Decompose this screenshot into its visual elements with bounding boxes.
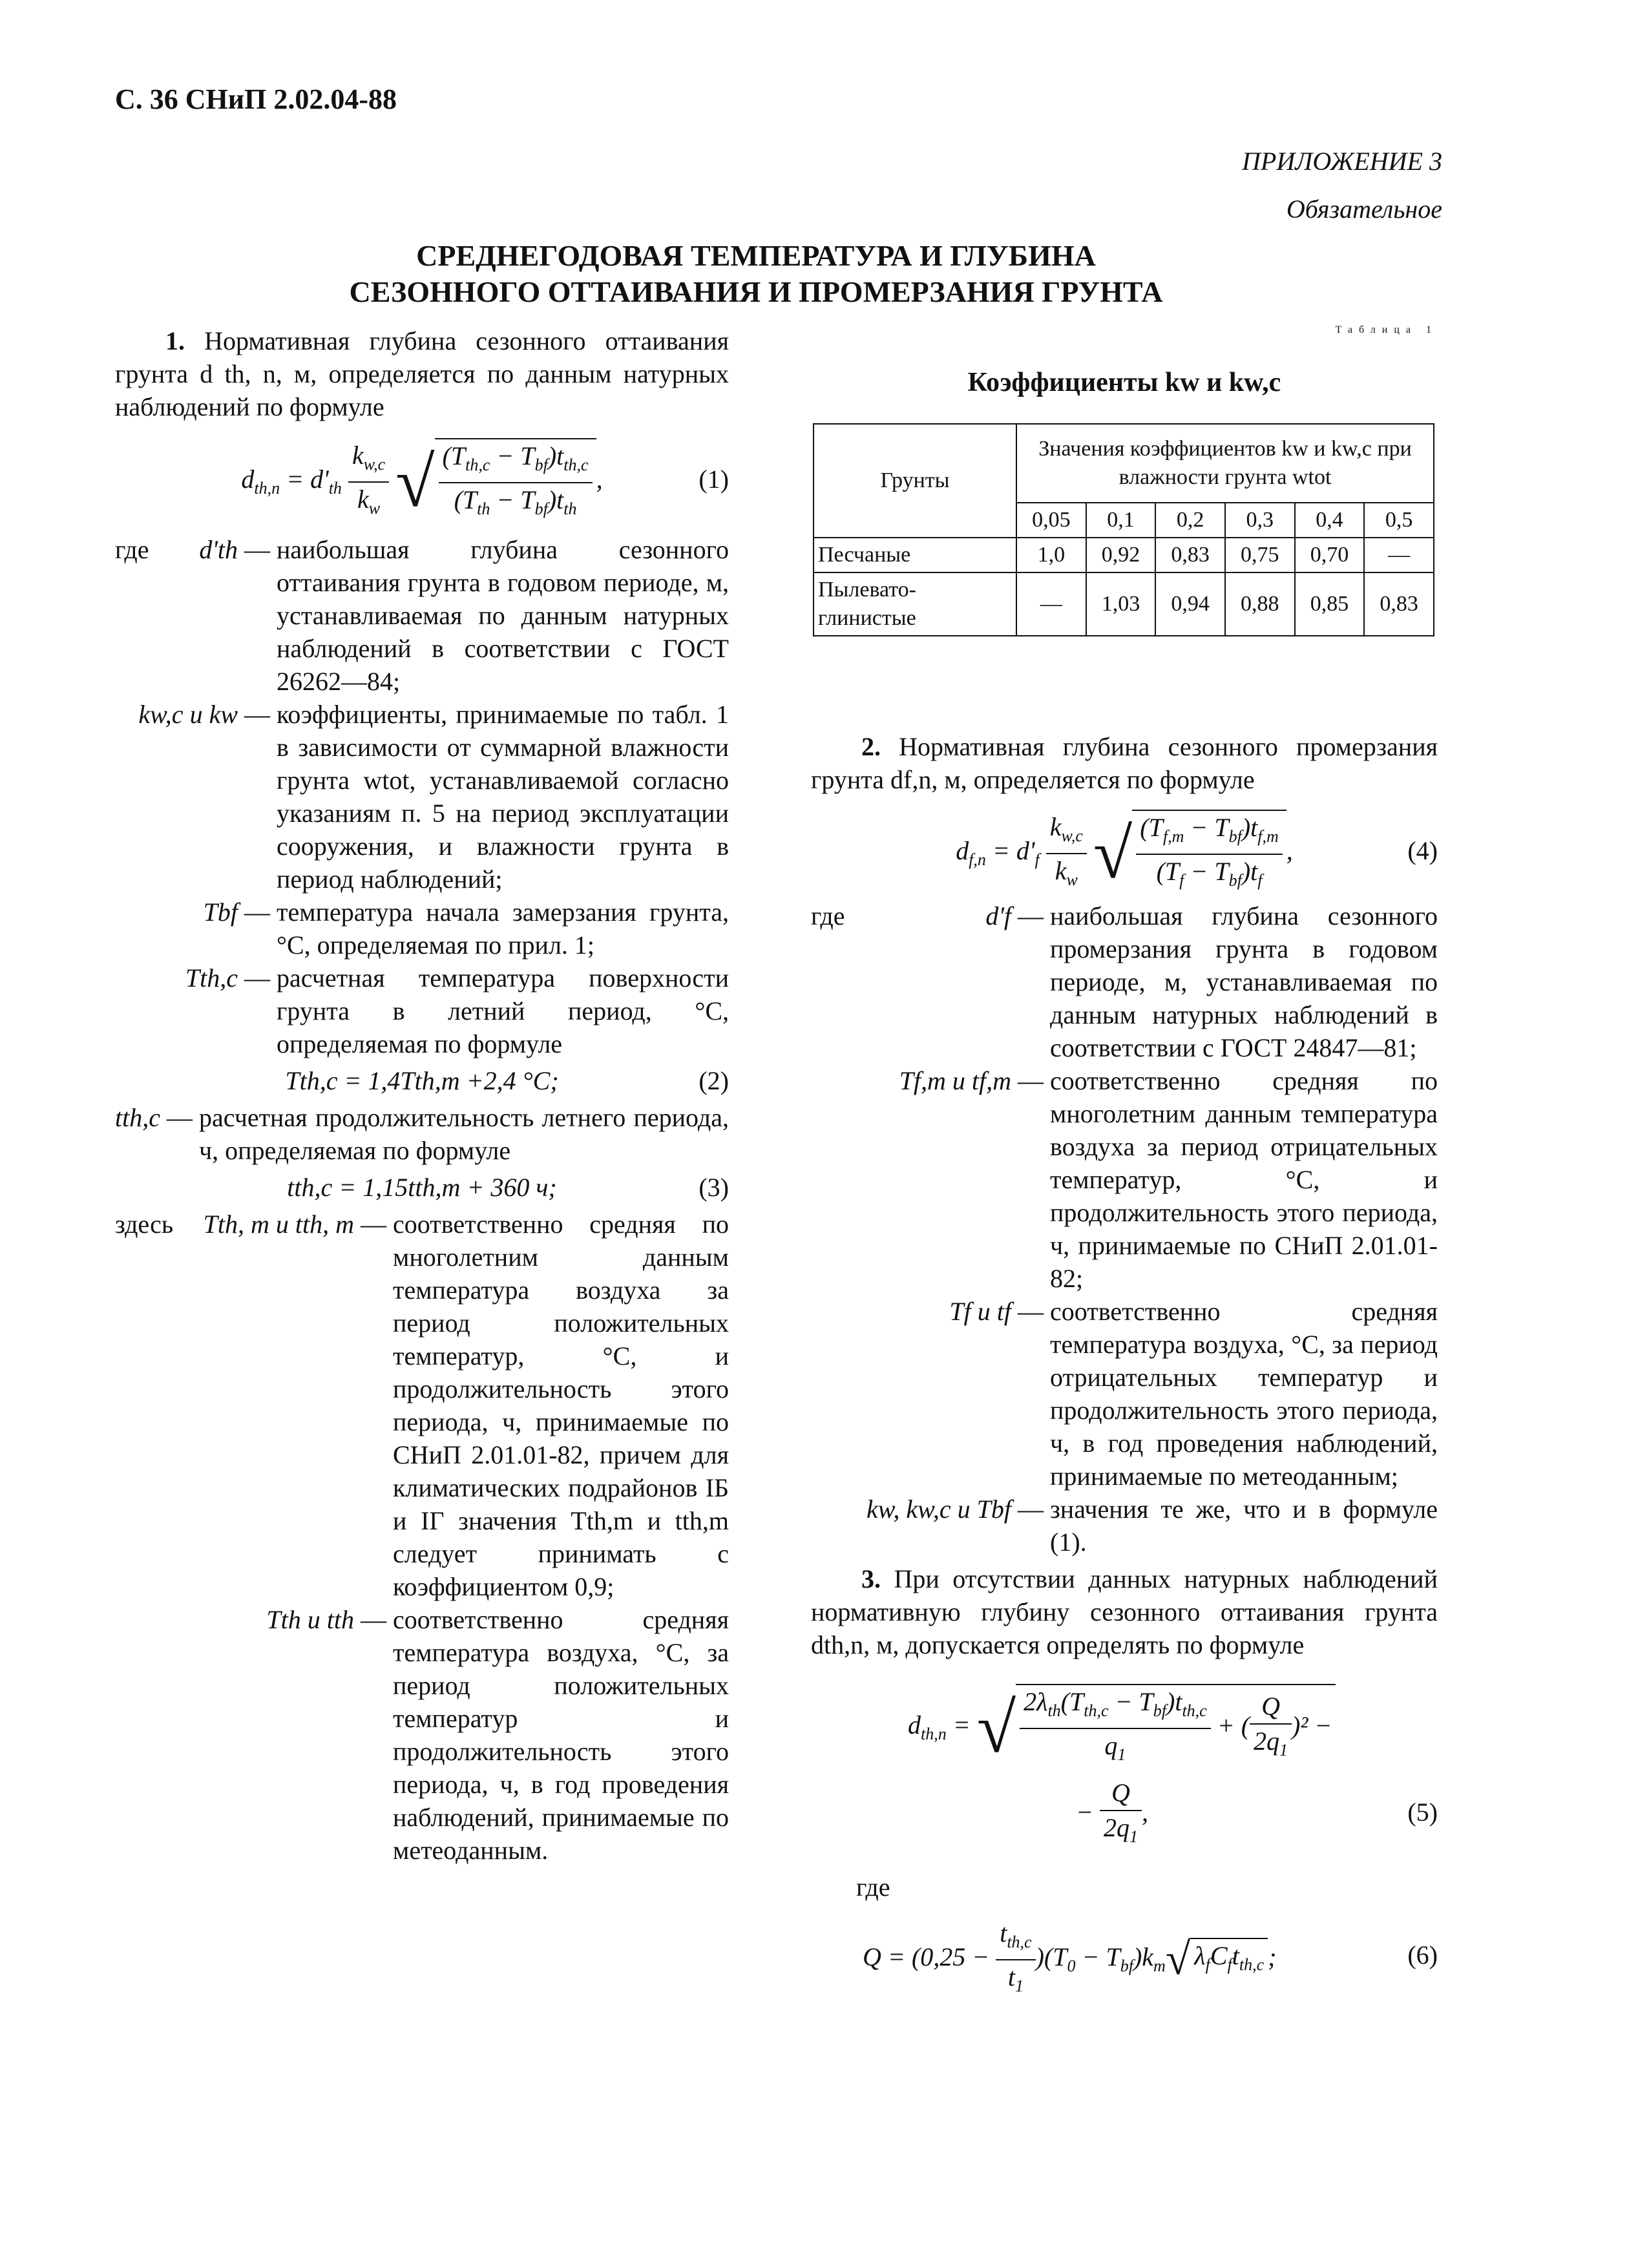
formula-5: $d_{th,n}$ = √ $\frac{2\lambda_{th}(T_{th,c} - T_{bf})t_{th,c}}{q_1}$ + ( $\frac{Q}{2q_1}$ )² − [811, 1677, 1438, 1774]
definition: Tth,c — расчетная температура поверхности грунта в летний период, °С, определяемая по формуле [185, 963, 729, 1058]
table-title: Коэффициенты kw и kw,c [967, 368, 1281, 397]
formula-6: Q = (0,25 − $\frac{t_{th,c}}{t_1}$ )$(T_0 - T_{bf})k_m√$ $\lambda_fC_ft_{th,c}$ ; (6) [811, 1916, 1438, 1994]
definition: где d'th — наибольшая глубина сезонного оттаивания грунта в годовом периоде, м, устанавливаемая по данным натурных наблюдений в соответствии с ГОСТ 26262—84; [115, 535, 729, 696]
table-header-row: 0,05 0,1 0,2 0,3 0,4 0,5 [814, 503, 1434, 538]
definition: Tth и tth — соответственно средняя температура воздуха, °С, за период положительных температур и продолжительность этого периода, ч, в год проведения наблюдений, принимаемые по метеоданным. [266, 1605, 729, 1865]
definition: kw, kw,c и Tbf — значения те же, что и в формуле (1). [866, 1495, 1438, 1557]
left-column [115, 324, 729, 1867]
formula-3: tth,c = 1,15tth,m + 360 ч; (3) [287, 1173, 729, 1202]
section-1: 1. Нормативная глубина сезонного оттаивания грунта d th, n, м, определяется по данным натурных наблюдений по формуле [115, 326, 730, 421]
formula-1: $d_{th,n} = d'_{th}$ $\frac{k_{w,c}}{k_w}$ √ $\frac{(T_{th,c} - T_{bf})t_{th,c}}{(T_{th} - T_{bf})t_{th}}$ , (1) [115, 437, 729, 521]
where-label: где [856, 1873, 890, 1902]
appendix-label: ПРИЛОЖЕНИЕ 3 [1242, 147, 1442, 176]
right-column [811, 730, 1438, 1994]
table-header-row: Грунты Значения коэффициентов kw и kw,c при влажности грунта wtot [814, 424, 1434, 503]
section-3: 3. При отсутствии данных натурных наблюдений нормативную глубину сезонного оттаивания грунта dth,n, м, допускается определять по формуле [811, 1564, 1438, 1659]
table-label: Таблица 1 [1335, 324, 1438, 335]
section-2: 2. Нормативная глубина сезонного промерзания грунта df,n, м, определяется по формуле [811, 732, 1438, 794]
coefficients-table [813, 423, 1434, 636]
table-row: Песчаные 1,0 0,92 0,83 0,75 0,70 — [814, 538, 1434, 572]
definition: Tf,m и tf,m — соответственно средняя по многолетним данным температура воздуха за период отрицательных температур, °С, и продолжительность этого периода, ч, принимаемые по СНиП 2.01.01-82; [899, 1066, 1438, 1293]
running-header: С. 36 СНиП 2.02.04-88 [115, 83, 397, 115]
definition: Tf и tf — соответственно средняя температура воздуха, °С, за период отрицательных температур и продолжительность этого периода, ч, в год проведения наблюдений, принимаемые по метеоданным; [949, 1297, 1438, 1491]
formula-2: Tth,c = 1,4Tth,m +2,4 °С; (2) [285, 1066, 729, 1095]
formula-4: $d_{f,n} = d'_f$ $\frac{k_{w,c}}{k_w}$ √ $\frac{(T_{f,m} - T_{bf})t_{f,m}}{(T_f - T_{bf})t_f}$ , (4) [811, 809, 1438, 893]
definition: kw,c и kw — коэффициенты, принимаемые по табл. 1 в зависимости от суммарной влажности грунта wtot, устанавливаемой согласно указаниям п. 5 на период эксплуатации сооружения, и влажности грунта в период наблюдений; [138, 700, 729, 894]
definition: где d'f — наибольшая глубина сезонного промерзания грунта в годовом периоде, м, устанавливаемая по данным натурных наблюдений в соответствии с ГОСТ 24847—81; [811, 901, 1438, 1062]
definition: tth,c — расчетная продолжительность летнего периода, ч, определяемая по формуле [115, 1103, 729, 1165]
formula-5-cont: − $\frac{Q}{2q_1}$ , (5) [811, 1774, 1438, 1851]
document-title: СРЕДНЕГОДОВАЯ ТЕМПЕРАТУРА И ГЛУБИНА СЕЗОННОГО ОТТАИВАНИЯ И ПРОМЕРЗАНИЯ ГРУНТА [349, 239, 1163, 308]
definition: здесь Tth, m и tth, m — соответственно средняя по многолетним данным температура воздуха за период положительных температур, °С, и продолжительность этого периода, ч, принимаемые по СНиП 2.01.01-82, причем для климатических подрайонов IБ и IГ значения Tth,m и tth,m следует принимать с коэффициентом 0,9; [115, 1210, 729, 1601]
appendix-status: Обязательное [1286, 194, 1442, 224]
table-row: Пылевато-глинистые — 1,03 0,94 0,88 0,85 0,83 [814, 572, 1434, 636]
definition: Tbf — температура начала замерзания грунта, °С, определяемая по прил. 1; [203, 898, 729, 960]
